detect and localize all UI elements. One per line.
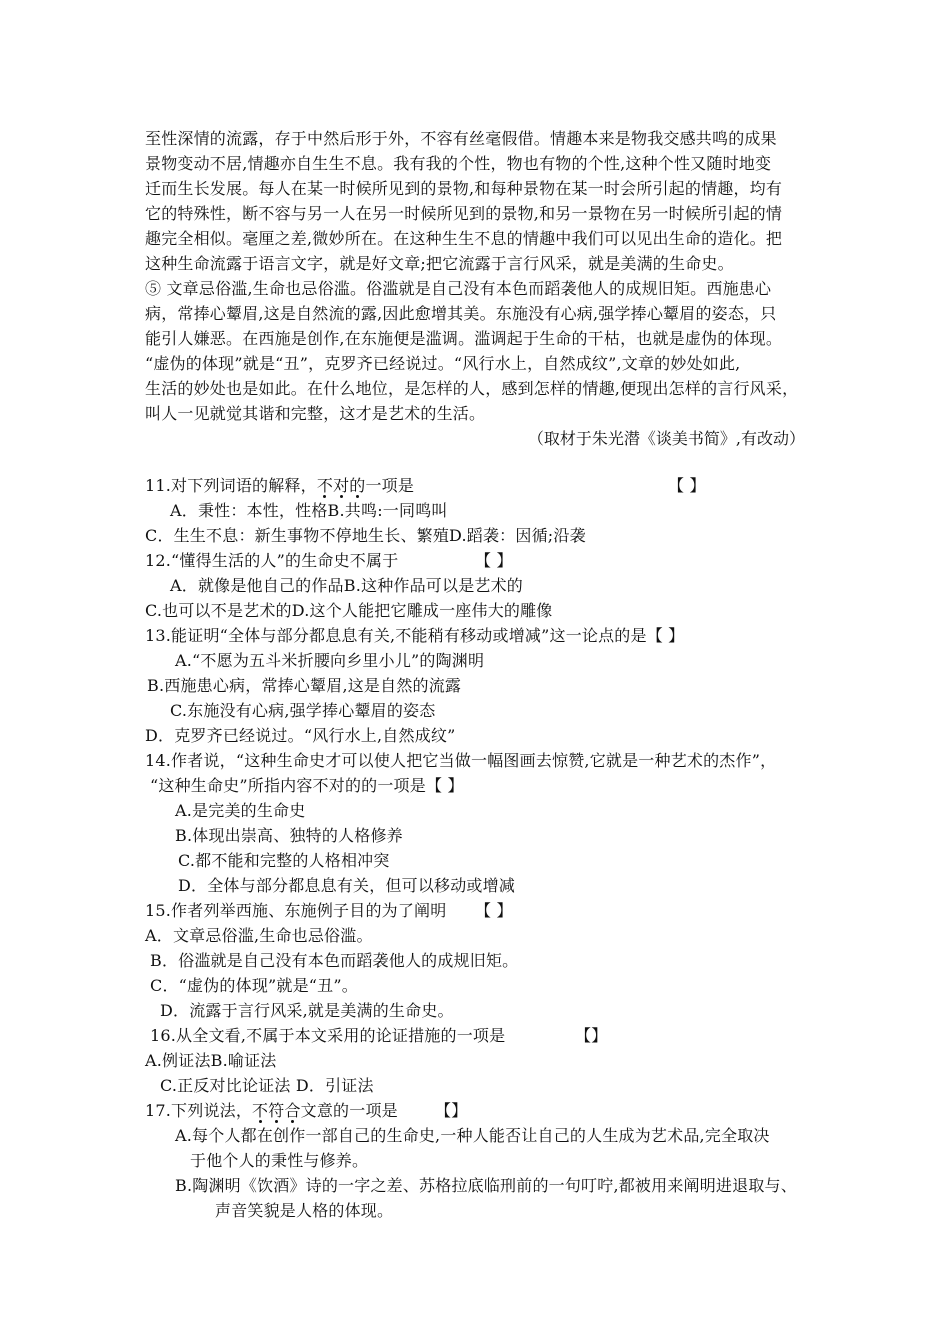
question-14-cont: “这种生命史”所指内容不对的的一项是【 】 (150, 776, 464, 795)
emphasized-char: 对 (333, 476, 350, 495)
passage-line: 叫人一见就觉其谐和完整，这才是艺术的生活。 (145, 404, 486, 423)
option-line: C.都不能和完整的人格相冲突 (178, 851, 390, 870)
option-line: C．生生不息：新生事物不停地生长、繁殖D.蹈袭：因循;沿袭 (145, 526, 586, 545)
passage-line: 能引人嫌恶。在西施是创作,在东施便是滥调。滥调起于生命的干枯，也就是虚伪的体现。 (145, 329, 783, 348)
emphasis-dots (252, 1101, 301, 1120)
option-line: A.是完美的生命史 (175, 801, 306, 820)
question-14: 14.作者说，“这种生命史才可以使人把它当做一幅图画去惊赞,它就是一种艺术的杰作”， (145, 751, 777, 770)
option-line: D．克罗齐已经说过。“风行水上,自然成纹” (145, 726, 456, 745)
question-stem: 一项是 (365, 476, 415, 495)
option-line: 声音笑貌是人格的体现。 (215, 1201, 394, 1220)
question-stem: 16.从全文看,不属于本文采用的论证措施的一项是 (150, 1026, 506, 1045)
emphasized-char: 不 (316, 476, 334, 495)
question-16 (150, 1024, 608, 1048)
source-citation: （取材于朱光潜《谈美书简》,有改动） (527, 429, 805, 448)
option-line: C.也可以不是艺术的D.这个人能把它雕成一座伟大的雕像 (145, 601, 553, 620)
option-line: A.每个人都在创作一部自己的生命史,一种人能否让自己的人生成为艺术品,完全取决 (175, 1126, 770, 1145)
passage-line: 迁而生长发展。每人在某一时候所见到的景物,和每种景物在某一时会所引起的情趣，均有 (145, 179, 783, 198)
passage-line: 趣完全相似。毫厘之差,微妙所在。在这种生生不息的情趣中我们可以见出生命的造化。把 (145, 229, 783, 248)
emphasized-char: 符 (268, 1101, 285, 1120)
option-line: 于他个人的秉性与修养。 (190, 1151, 369, 1170)
answer-bracket: 【】 (575, 1026, 608, 1045)
passage-line: 至性深情的流露，存于中然后形于外，不容有丝毫假借。情趣本来是物我交感共鸣的成果 (145, 129, 777, 148)
option-line: D．流露于言行风采,就是美满的生命史。 (160, 1001, 454, 1020)
question-stem: 文意的一项是 (300, 1101, 398, 1120)
passage-line: 这种生命流露于语言文字，就是好文章;把它流露于言行风采，就是美满的生命史。 (145, 254, 734, 273)
option-line: A.“不愿为五斗米折腰向乡里小儿”的陶渊明 (175, 651, 485, 670)
answer-bracket: 【 】 (475, 901, 513, 920)
emphasis-dots (317, 476, 366, 495)
option-line: A．就像是他自己的作品B.这种作品可以是艺术的 (170, 576, 523, 595)
question-stem: 15.作者列举西施、东施例子目的为了阐明 (145, 901, 447, 920)
option-line: B.西施患心病，常捧心颦眉,这是自然的流露 (147, 676, 462, 695)
answer-bracket: 【 】 (668, 476, 706, 495)
passage-line: 它的特殊性，断不容与另一人在另一时候所见到的景物,和另一景物在另一时候所引起的情 (145, 204, 783, 223)
option-line: A．秉性：本性，性格B.共鸣:一同鸣叫 (170, 501, 448, 520)
question-13: 13.能证明“全体与部分都息息有关,不能稍有移动或增减”这一论点的是【 】 (145, 626, 685, 645)
question-12 (145, 549, 513, 573)
option-line: C.正反对比论证法 D．引证法 (160, 1076, 374, 1095)
passage-line: 生活的妙处也是如此。在什么地位，是怎样的人，感到怎样的情趣,便现出怎样的言行风采， (145, 379, 799, 398)
question-stem: 17.下列说法， (145, 1101, 253, 1120)
answer-bracket: 【】 (435, 1101, 468, 1120)
option-line: B．俗滥就是自己没有本色而蹈袭他人的成规旧矩。 (150, 951, 519, 970)
question-15 (145, 899, 513, 923)
emphasized-char: 不 (252, 1101, 269, 1120)
question-stem: 12.“懂得生活的人”的生命史不属于 (145, 551, 399, 570)
option-line: A.例证法B.喻证法 (145, 1051, 277, 1070)
option-line: D．全体与部分都息息有关，但可以移动或增减 (178, 876, 516, 895)
option-line: C．“虚伪的体现”就是“丑”。 (150, 976, 358, 995)
emphasized-char: 的 (349, 476, 366, 495)
option-line: B.陶渊明《饮酒》诗的一字之差、苏格拉底临刑前的一句叮咛,都被用来阐明进退取与、 (175, 1176, 797, 1195)
passage-line: 病，常捧心颦眉,这是自然流的露,因此愈增其美。东施没有心病,强学捧心颦眉的姿态，只 (145, 304, 777, 323)
passage-line: “虚伪的体现”就是“丑”，克罗齐已经说过。“风行水上，自然成纹”,文章的妙处如此, (145, 354, 741, 373)
question-17 (145, 1099, 468, 1123)
emphasized-char: 合 (284, 1101, 301, 1120)
passage-line: 景物变动不居,情趣亦自生生不息。我有我的个性，物也有物的个性,这种个性又随时地变 (145, 154, 772, 173)
option-line: C.东施没有心病,强学捧心颦眉的姿态 (170, 701, 436, 720)
option-line: B.体现出崇高、独特的人格修养 (175, 826, 403, 845)
question-stem: 11.对下列词语的解释， (145, 476, 317, 495)
question-11 (145, 474, 706, 498)
option-line: A．文章忌俗滥,生命也忌俗滥。 (145, 926, 373, 945)
passage-line: ⑤ 文章忌俗滥,生命也忌俗滥。俗滥就是自己没有本色而蹈袭他人的成规旧矩。西施患心 (145, 279, 772, 298)
answer-bracket: 【 】 (475, 551, 513, 570)
